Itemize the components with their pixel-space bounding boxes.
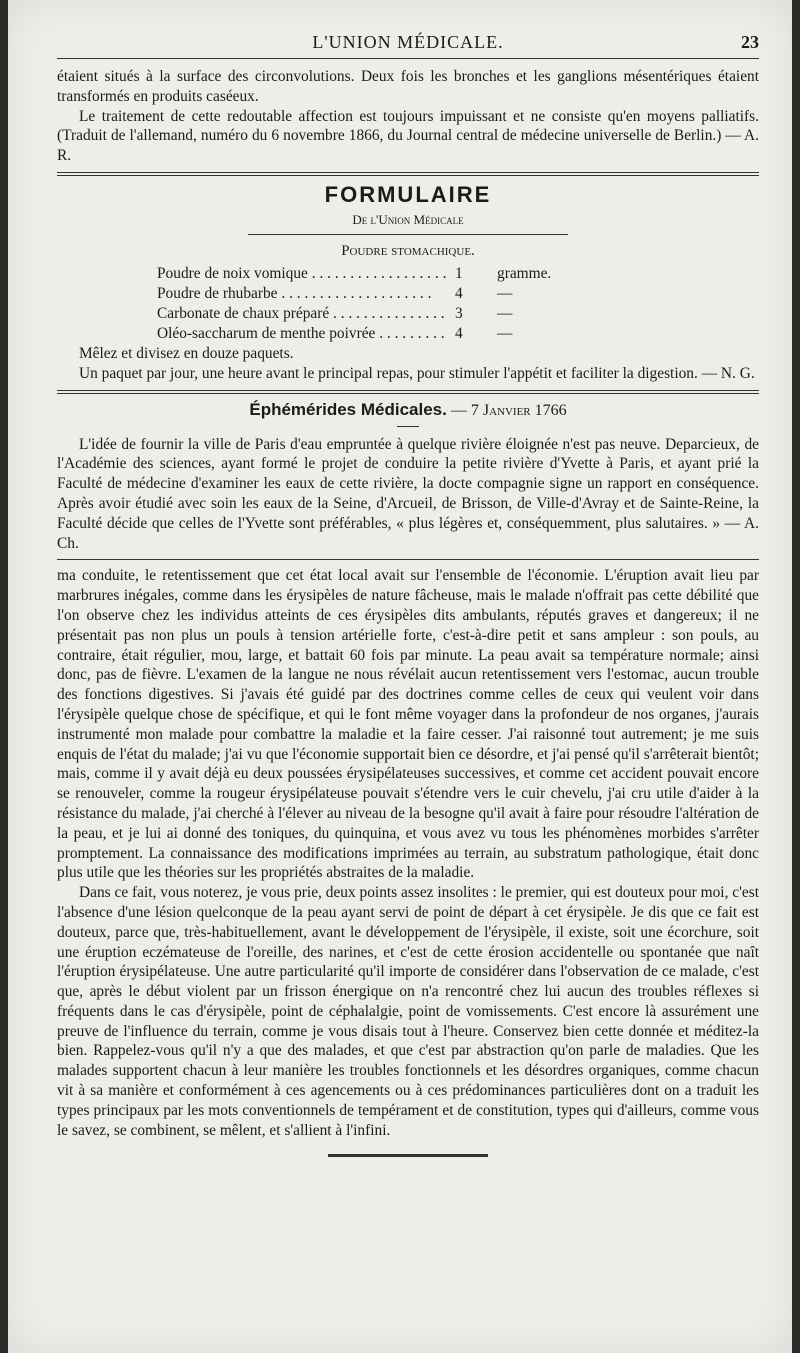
page-header: [57, 24, 759, 59]
ingredient-unit: —: [497, 324, 513, 342]
ingredient-name: Oléo-saccharum de menthe poivrée . . .: [157, 324, 449, 344]
ingredient-name: Poudre de noix vomique . . .: [157, 264, 449, 284]
section-divider: [57, 559, 759, 560]
ephemerides-heading: [57, 400, 759, 420]
page-content: [57, 24, 759, 1157]
ingredient-row: [157, 324, 587, 344]
recipe-instruction: Mêlez et divisez en douze paquets.: [79, 344, 294, 362]
ingredient-qty: 3: [449, 304, 497, 324]
ingredient-unit: —: [497, 284, 513, 302]
running-title: L'UNION MÉDICALE.: [312, 32, 504, 52]
ingredient-list: [157, 264, 587, 344]
recipe-usage: Un paquet par jour, une heure avant le principal repas, pour stimuler l'appétit et faciliter la digestion. — N. G.: [79, 364, 755, 382]
ingredient-qty: 4: [449, 324, 497, 344]
main-paragraph-1: ma conduite, le retentissement que cet état local avait sur l'ensemble de l'économie. L'éruption avait lieu par marbrures inégales, comme dans les érysipèles de nature fâcheuse, mais le malade n'offrait pas cette débilité que l'on observe chez les individus atteints de ces érysipèles dits ambulants, réputés graves et dangereux; il ne présentait pas non plus un pouls à tension artérielle forte, c'est-à-dire petit et sans ampleur : son pouls, au contraire, était régulier, mou, large, et battait 60 fois par minute. La peau avait sa température normale; ainsi donc, pas de fièvre. L'examen de la langue ne nous révélait aucun retentissement vers l'estomac, aucun trouble des fonctions digestives. Si j'avais été guidé par des doctrines comme celles de ceux qui veulent voir dans l'érysipèle quelque chose de spécifique, et qui le font même voyager dans la profondeur de nos organes, j'aurais instrumenté mon malade pour combattre la maladie et la faire cesser. J'ai raisonné tout autrement; je me suis enquis de l'état du malade; j'ai vu que l'économie supportait bien ce désordre, et j'ai pensé qu'il s'arrêterait bientôt; mais, comme il y avait déjà eu deux poussées érysipélateuses successives, et comme cet accident pouvait encore se renouveler, comme la rougeur érysipélateuse pouvait s'étendre vers le cuir chevelu, j'ai cru utile d'aider à la résistance du malade, j'ai cherché à l'élever au niveau de la besogne qu'il avait à faire pour résoudre l'altération de la peau, et je lui ai donné des toniques, du quinquina, et vous avez vu tous les phénomènes morbides s'arrêter promptement. La connaissance des modifications imprimées au terrain, au substratum pathologique, était donc plus utile que les théories sur les propriétés abstraites de la maladie.: [57, 567, 759, 882]
formulaire-title: FORMULAIRE: [324, 181, 492, 207]
ephemerides-title: Éphémérides Médicales.: [249, 399, 447, 419]
ingredient-unit: —: [497, 304, 513, 322]
formulaire-subtitle: De l'Union Médicale: [352, 211, 464, 227]
ingredient-unit: gramme.: [497, 264, 552, 282]
page-number: 23: [741, 32, 759, 52]
recipe-title: Poudre stomachique.: [341, 242, 475, 259]
end-rule: [328, 1154, 488, 1157]
ingredient-row: [157, 304, 587, 324]
ephemerides-rule: [397, 426, 419, 427]
formulaire-rule: [248, 234, 568, 235]
newspaper-page: [8, 0, 792, 1353]
section-divider: [57, 172, 759, 176]
ingredient-qty: 4: [449, 284, 497, 304]
ingredient-row: [157, 264, 587, 284]
ingredient-name: Carbonate de chaux préparé . . .: [157, 304, 449, 324]
ingredient-row: [157, 284, 587, 304]
main-paragraph-2: Dans ce fait, vous noterez, je vous prie, deux points assez insolites : le premier, qui est douteux pour moi, c'est l'absence d'une lésion quelconque de la peau ayant servi de point de départ à cet érysipèle. Je dis que ce fait est douteux, parce que, très-habituellement, avant le développement de l'érysipèle, il existe, soit une écorchure, soit une éruption eczémateuse de l'oreille, des narines, et c'est de cette érosion accidentelle ou spontanée que naît l'éruption érysipélateuse. Une autre particularité qu'il importe de considérer dans l'observation de ce malade, c'est que, après le début violent par un frisson énergique on n'a rencontré chez lui aucun des troubles réflexes si fréquents dans le cas d'érysipèle, point de céphalalgie, point de vomissements. C'est encore là assurément une preuve de l'influence du terrain, comme je vous disais tout à l'heure. Conservez bien cette donnée et méditez-la bien. Rappelez-vous qu'il n'y a que des malades, et que c'est par abstraction qu'on parle de maladies. Que les malades supportent chacun à leur manière les troubles fonctionnels et les désordres organiques, comme chacun vit à sa manière et conformément à ces agencements ou à ces prédominances particulières dont on a traduit les types principaux par les mots conventionnels de tempérament et de constitution, types qui d'ailleurs, comme vous le savez, se combinent, se mêlent, et s'allient à l'infini.: [57, 884, 759, 1139]
intro-paragraph-1: étaient situés à la surface des circonvolutions. Deux fois les bronches et les ganglions mésentériques étaient transformés en produits caséeux.: [57, 68, 759, 105]
ephemerides-text: L'idée de fournir la ville de Paris d'eau empruntée à quelque rivière éloignée n'est pas neuve. Deparcieux, de l'Académie des sciences, ayant formé le projet de conduire la petite rivière d'Yvette à Paris, et ayant prié la Faculté de médecine d'examiner les eaux de cette rivière, la docte compagnie signe un rapport en conséquence. Après avoir étudié avec soin les eaux de la Seine, d'Arcueil, de Brisson, de Ville-d'Avray et de Sainte-Reine, la Faculté décide que celles de l'Yvette sont préférables, « plus légères et, conséquemment, plus salutaires. » — A. Ch.: [57, 435, 759, 552]
intro-paragraph-2: Le traitement de cette redoutable affection est toujours impuissant et ne consiste qu'en moyens palliatifs. (Traduit de l'allemand, numéro du 6 novembre 1866, du Journal central de médecine universelle de Berlin.) — A. R.: [57, 107, 759, 165]
ingredient-qty: 1: [449, 264, 497, 284]
section-divider: [57, 390, 759, 394]
ephemerides-date: — 7 Janvier 1766: [450, 401, 567, 419]
ingredient-name: Poudre de rhubarbe . . .: [157, 284, 449, 304]
